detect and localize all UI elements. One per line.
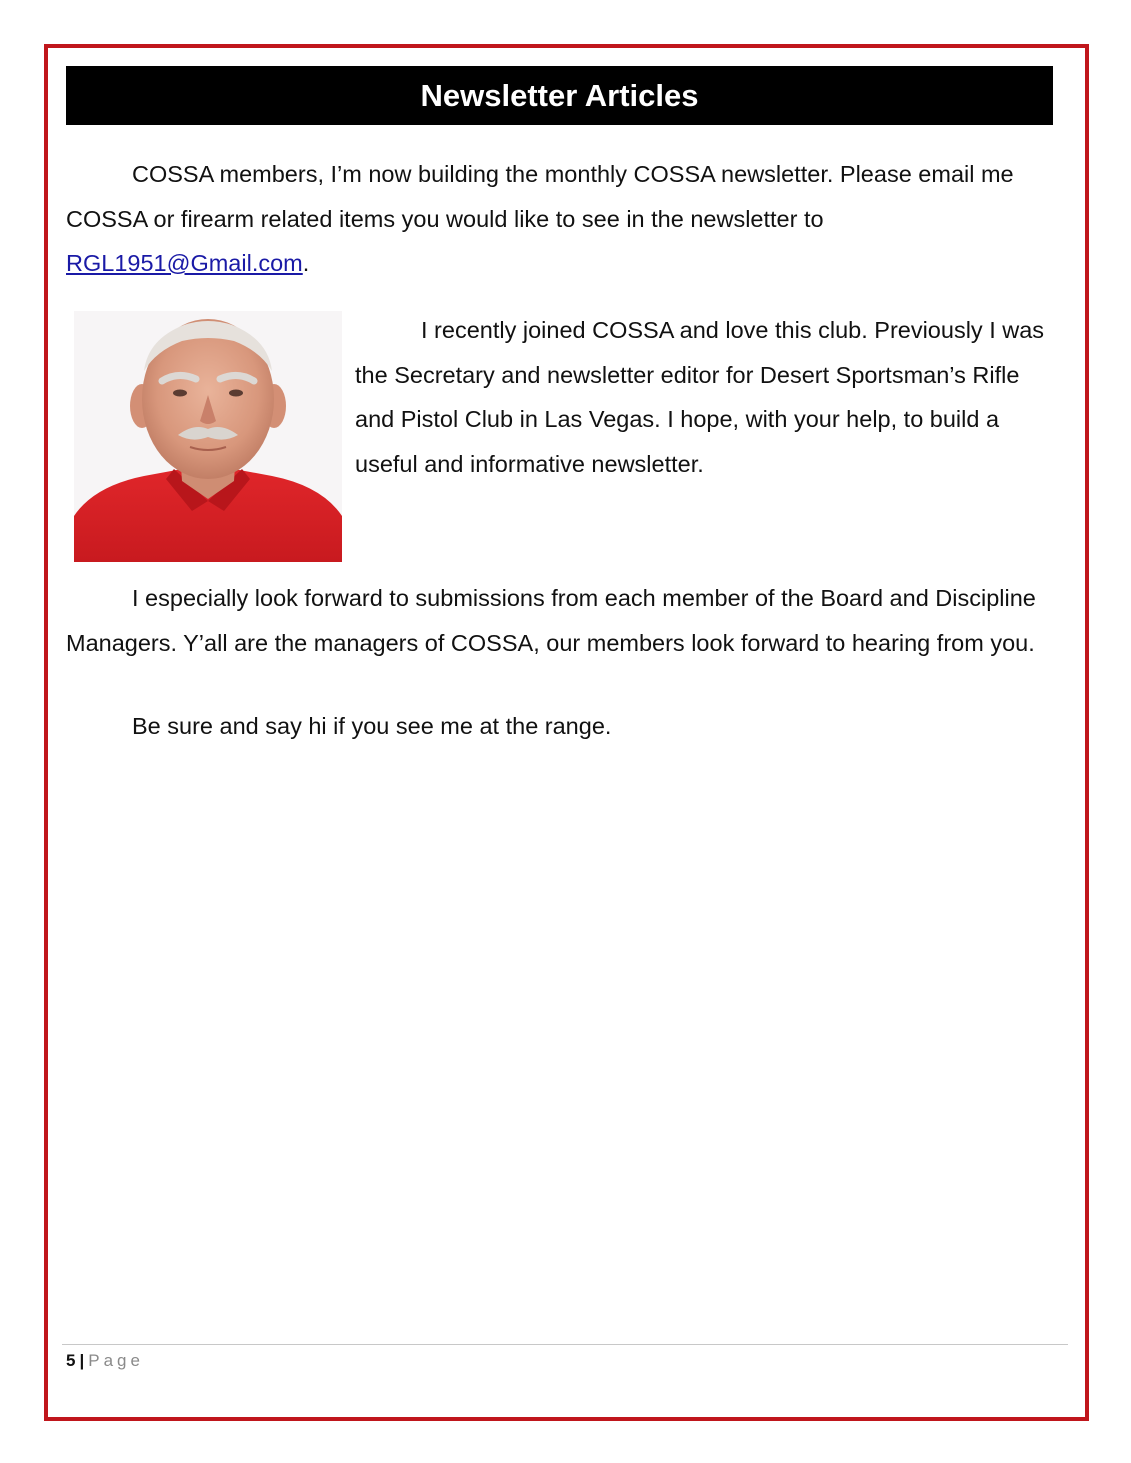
page-footer <box>66 1350 144 1372</box>
paragraph-intro <box>66 152 1056 286</box>
section-title: Newsletter Articles <box>66 66 1053 125</box>
paragraph-intro-end: . <box>302 250 310 276</box>
paragraph-about <box>355 308 1065 486</box>
footer-separator: | <box>79 1351 85 1370</box>
author-portrait-image <box>74 311 342 562</box>
page-label: Page <box>88 1351 144 1370</box>
paragraph-closing-text: Be sure and say hi if you see me at the range. <box>132 713 612 739</box>
paragraph-submissions <box>66 576 1056 665</box>
paragraph-intro-text: COSSA members, I’m now building the monthly COSSA newsletter. Please email me COSSA or firearm related items you would like to see in the newsletter to <box>66 161 1014 232</box>
paragraph-about-text: I recently joined COSSA and love this club. Previously I was the Secretary and newsletter editor for Desert Sportsman’s Rifle and Pistol Club in Las Vegas. I hope, with your help, to build a useful and informative newsletter. <box>355 317 1045 477</box>
paragraph-closing <box>66 704 1056 749</box>
page-number: 5 <box>66 1351 76 1370</box>
email-link[interactable]: RGL1951@Gmail.com <box>66 250 303 276</box>
author-photo <box>74 311 342 562</box>
footer-rule <box>62 1344 1068 1345</box>
paragraph-submissions-text: I especially look forward to submissions from each member of the Board and Discipline Managers. Y’all are the managers of COSSA, our members look forward to hearing from you. <box>66 585 1036 656</box>
